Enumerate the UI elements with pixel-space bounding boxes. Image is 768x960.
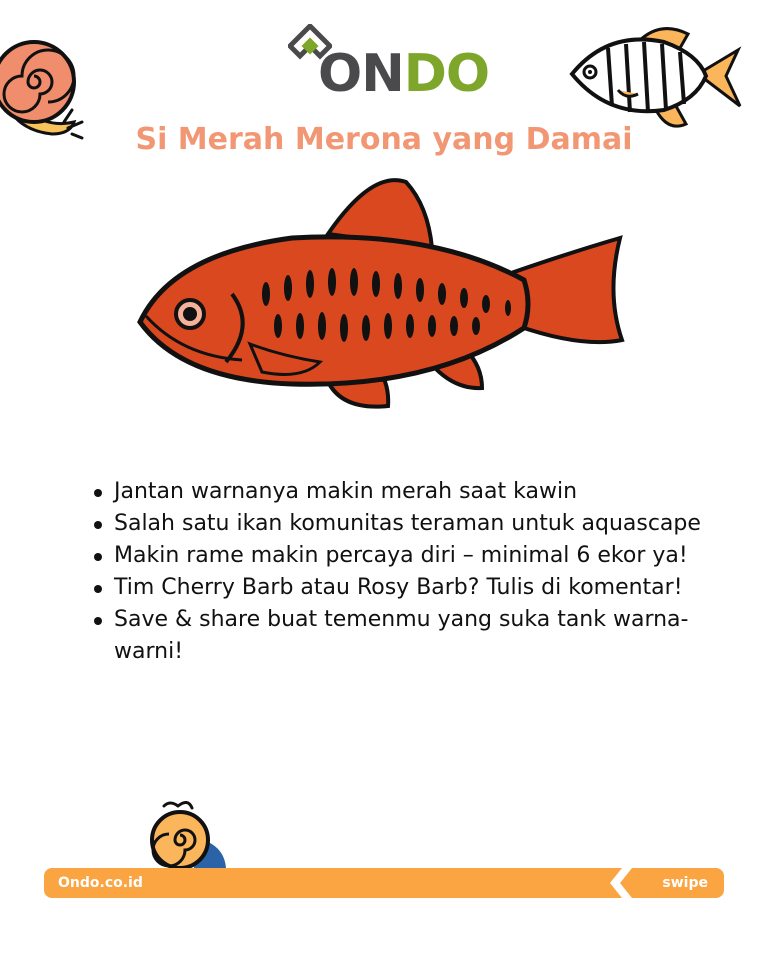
cherry-barb-illustration (132, 176, 632, 436)
list-item: Tim Cherry Barb atau Rosy Barb? Tulis di komentar! (88, 572, 708, 604)
footer-bar (44, 868, 724, 898)
snail-small-icon (144, 798, 230, 868)
brand-wordmark (318, 46, 489, 102)
brand-part1: ON (318, 44, 404, 104)
list-item: Jantan warnanya makin merah saat kawin (88, 476, 708, 508)
ondo-logo (284, 20, 490, 104)
site-link[interactable]: Ondo.co.id (58, 875, 143, 891)
swipe-button[interactable]: swipe (662, 875, 708, 891)
brand-part2: DO (403, 44, 490, 104)
page-title: Si Merah Merona yang Damai (135, 122, 633, 157)
list-item: Salah satu ikan komunitas teraman untuk aquascape (88, 508, 708, 540)
list-item: Makin rame makin percaya diri – minimal 6 ekor ya! (88, 540, 708, 572)
chevron-left-icon (608, 868, 668, 898)
list-item: Save & share buat temenmu yang suka tank warna-warni! (88, 604, 708, 668)
fact-list (88, 476, 708, 668)
